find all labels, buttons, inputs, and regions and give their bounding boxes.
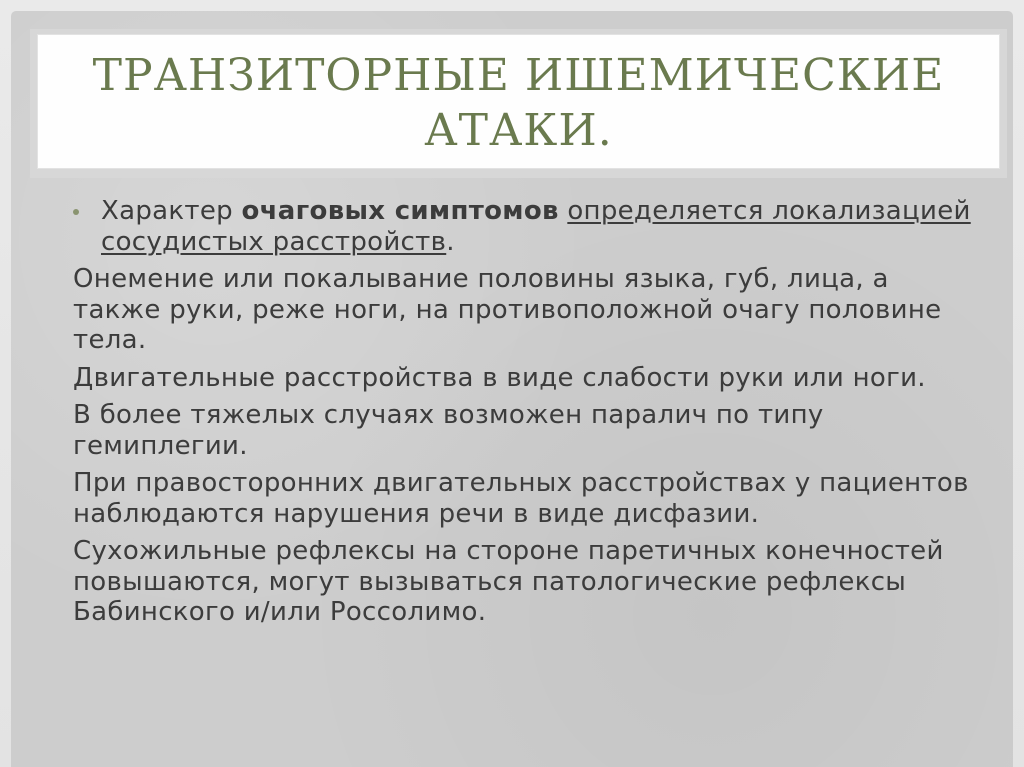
paragraph-dysphasia: При правосторонних двигательных расстройствах у пациентов наблюдаются нарушения речи в виде дисфазии. — [73, 468, 969, 529]
slide-title: ТРАНЗИТОРНЫЕ ИШЕМИЧЕСКИЕ АТАКИ. — [92, 50, 945, 156]
paragraph-numbness: Онемение или покалывание половины языка, губ, лица, а также руки, реже ноги, на противоположной очагу половине тела. — [73, 264, 942, 355]
bullet-bold-term: очаговых симптомов — [241, 196, 559, 226]
bullet-underlined-phrase: определяется локализацией сосудистых расстройств — [101, 196, 971, 257]
paragraph-hemiplegia: В более тяжелых случаях возможен паралич по типу гемиплегии. — [73, 400, 824, 461]
bullet-item — [73, 196, 973, 257]
slide-body — [73, 196, 973, 635]
paragraph-reflexes: Сухожильные рефлексы на стороне паретичных конечностей повышаются, могут вызываться патологические рефлексы Бабинского и/или Россолимо. — [73, 536, 944, 627]
bullet-period: . — [446, 226, 455, 257]
bullet-text-start: Характер — [101, 196, 242, 226]
paragraph-motor-weakness: Двигательные расстройства в виде слабости руки или ноги. — [73, 362, 926, 393]
bullet-dot-icon — [73, 209, 79, 215]
